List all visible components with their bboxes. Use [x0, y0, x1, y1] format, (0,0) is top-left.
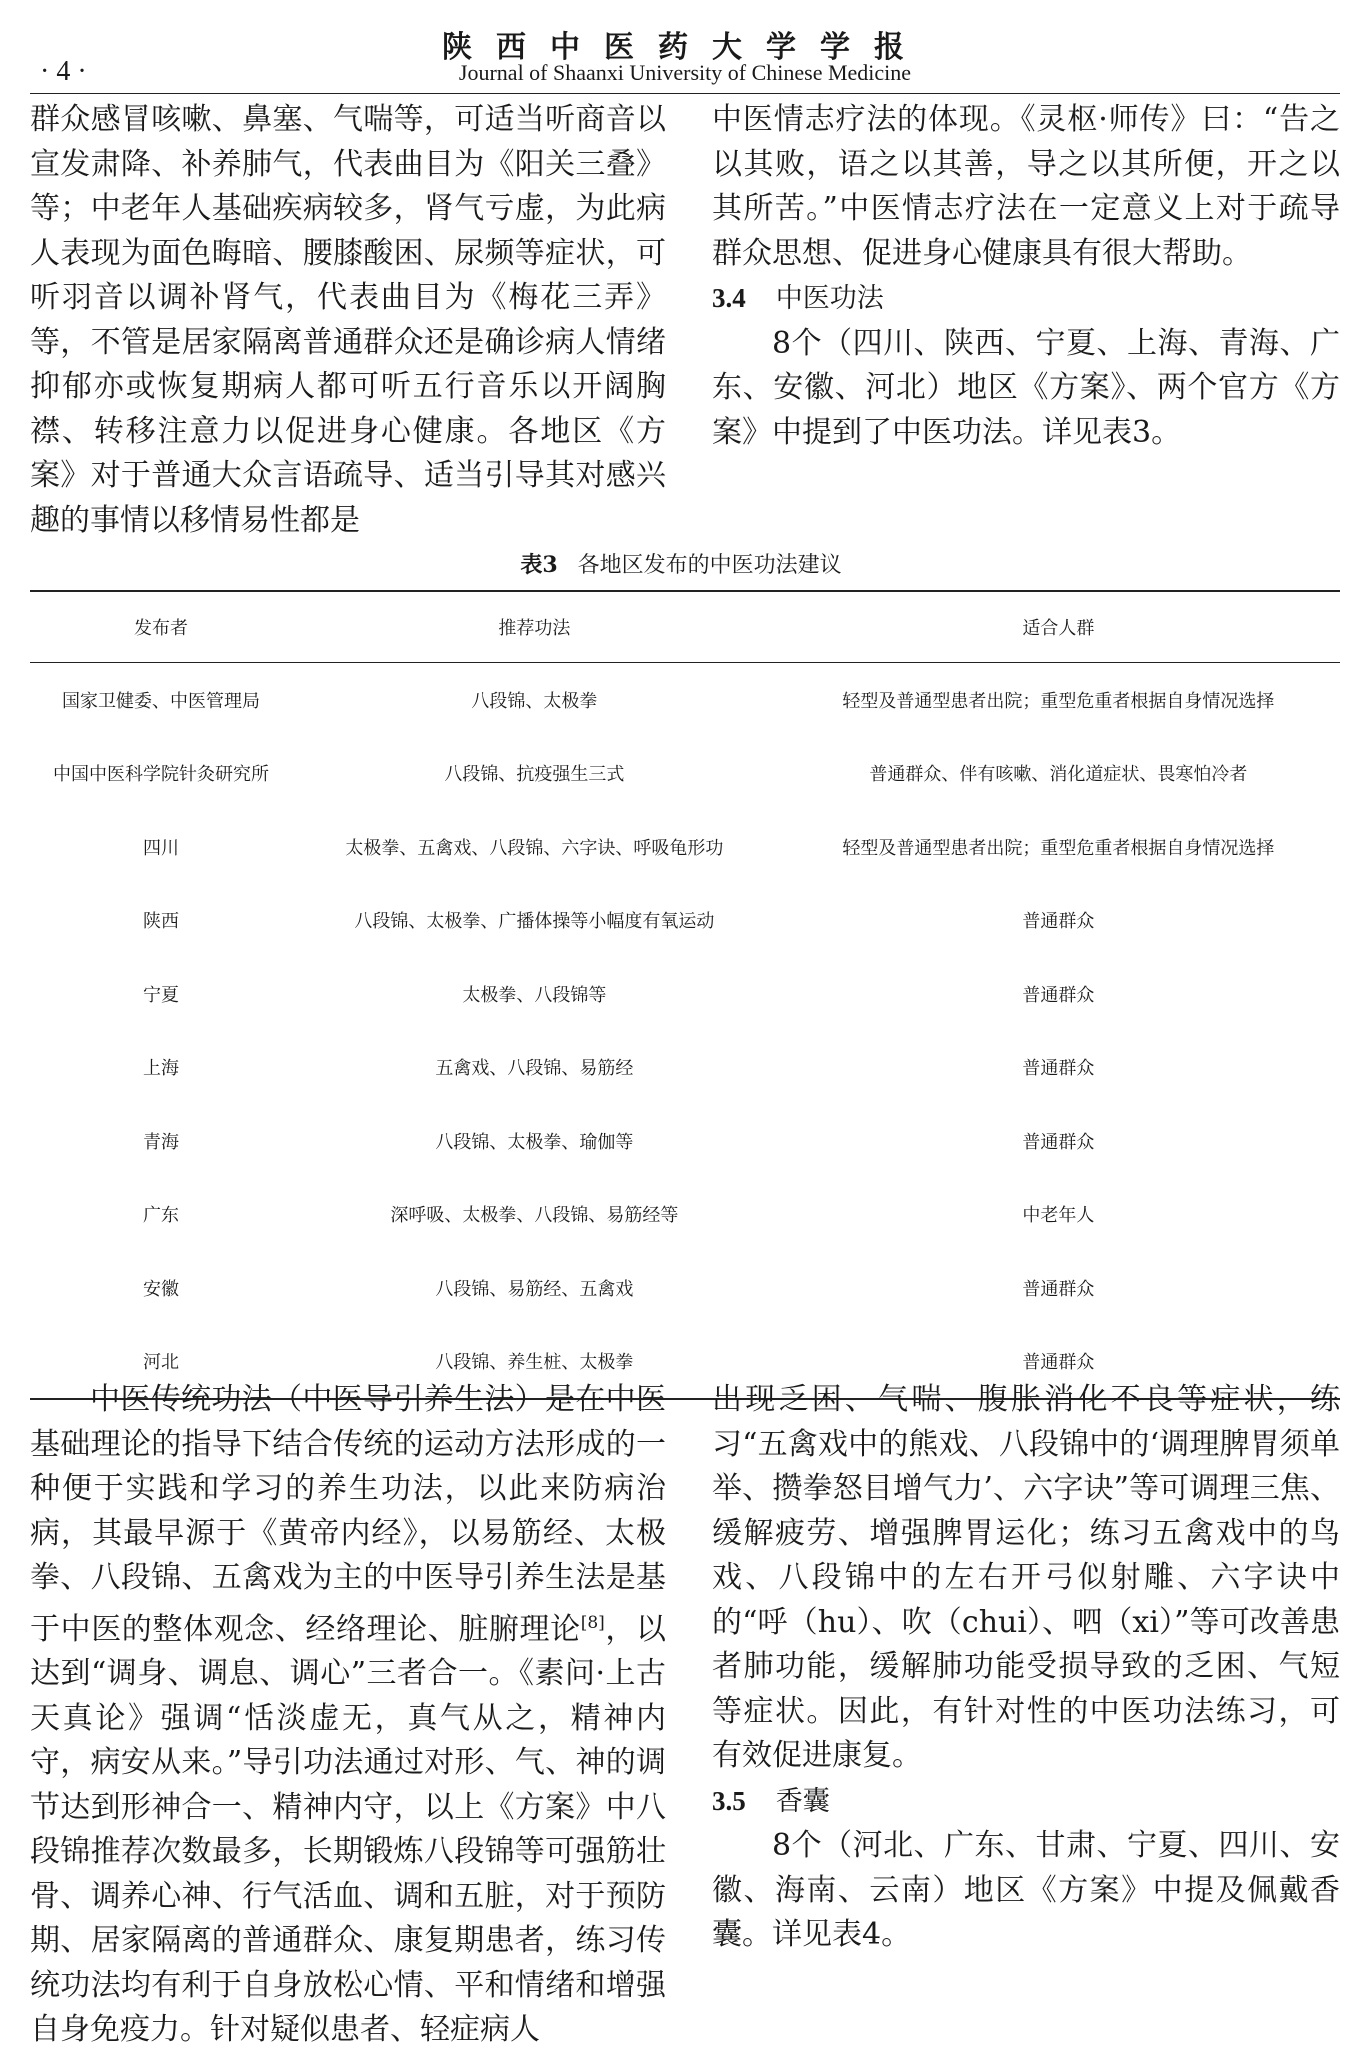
page-number: · 4 · — [40, 56, 87, 87]
table-3 — [30, 590, 1340, 1400]
top-right-column — [712, 98, 1340, 455]
table-cell: 国家卫健委、中医管理局 — [62, 690, 260, 712]
table-cell: 轻型及普通型患者出院；重型危重者根据自身情况选择 — [842, 837, 1275, 859]
paragraph-text: ，以达到“调身、调息、调心”三者合一。《素问·上古天真论》强调“恬淡虚无，真气从之，精神内守，病安从来。”导引功法通过对形、气、神的调节达到形神合一、精神内守，以上《方案》中八段锦推荐次数最多，长期锻炼八段锦等可强筋壮骨、调养心神、行气活血、调和五脏，对于预防期、居家隔离的普通群众、康复期患者，练习传统功法均有利于自身放松心情、平和情绪和增强自身免疫力。针对疑似患者、轻症病人 — [30, 1611, 667, 2047]
table-cell: 河北 — [30, 1325, 292, 1400]
table-cell: 宁夏 — [143, 984, 179, 1006]
journal-title-cn: 陕西中医药大学学报 — [442, 30, 928, 65]
table-row — [30, 1104, 1340, 1178]
table-cell: 四川 — [143, 837, 179, 859]
table-cell: 普通群众 — [1022, 1278, 1095, 1300]
table-row — [30, 884, 1340, 958]
table-cell: 深呼吸、太极拳、八段锦、易筋经等 — [390, 1205, 679, 1227]
table-cell: 广东 — [143, 1205, 179, 1227]
table-cell: 太极拳、五禽戏、八段锦、六字诀、呼吸龟形功 — [345, 837, 724, 859]
table-cell: 八段锦、易筋经、五禽戏 — [435, 1278, 634, 1300]
bottom-right-column — [712, 1378, 1340, 1958]
body-paragraph: 出现乏困、气喘、腹胀消化不良等症状，练习“五禽戏中的熊戏、八段锦中的‘调理脾胃须单举、攒拳怒目增气力’、六字诀”等可调理三焦、缓解疲劳、增强脾胃运化；练习五禽戏中的鸟戏、八段锦中的左右开弓似射雕、六字诀中的“呼（hu）、吹（chui）、呬（xi）”等可改善患者肺功能，缓解肺功能受损导致的乏困、气短等症状。因此，有针对性的中医功法练习，可有效促进康复。 — [712, 1382, 1340, 1773]
body-paragraph: 中医情志疗法的体现。《灵枢·师传》曰：“告之以其败，语之以其善，导之以其所便，开之以其所苦。”中医情志疗法在一定意义上对于疏导群众思想、促进身心健康具有很大帮助。 — [712, 102, 1340, 271]
table-cell: 普通群众 — [1022, 1131, 1095, 1153]
journal-title-en: Journal of Shaanxi University of Chinese Medicine — [458, 60, 912, 85]
table-caption — [0, 548, 1362, 579]
table-header-cell: 推荐功法 — [292, 591, 777, 663]
table-cell: 轻型及普通型患者出院；重型危重者根据自身情况选择 — [842, 690, 1275, 712]
table-cell: 上海 — [143, 1058, 179, 1080]
page-header — [30, 22, 1340, 90]
section-title: 中医功法 — [775, 283, 884, 314]
table-row — [30, 737, 1340, 811]
table-cell: 普通群众 — [1022, 1058, 1095, 1080]
table-cell: 八段锦、养生桩、太极拳 — [292, 1325, 777, 1400]
citation-ref: [8] — [580, 1612, 605, 1633]
table-cell: 中老年人 — [1022, 1205, 1095, 1227]
table-label: 表3 — [520, 552, 558, 578]
table-row — [30, 1031, 1340, 1105]
body-paragraph: 8个（河北、广东、甘肃、宁夏、四川、安徽、海南、云南）地区《方案》中提及佩戴香囊。详见表4。 — [712, 1828, 1340, 1952]
table-row — [30, 1251, 1340, 1325]
table-cell: 八段锦、抗疫强生三式 — [444, 764, 625, 786]
table-cell: 八段锦、太极拳、瑜伽等 — [435, 1131, 634, 1153]
table-row — [30, 1178, 1340, 1252]
table-cell: 安徽 — [143, 1278, 179, 1300]
table-row — [30, 663, 1340, 737]
table-row — [30, 810, 1340, 884]
section-number: 3.5 — [712, 1785, 746, 1816]
table-cell: 五禽戏、八段锦、易筋经 — [435, 1058, 634, 1080]
table-cell: 陕西 — [143, 911, 179, 933]
table-cell: 普通群众 — [777, 1325, 1340, 1400]
table-cell: 普通群众 — [1022, 911, 1095, 933]
section-number: 3.4 — [712, 283, 746, 313]
section-heading-3-5 — [712, 1779, 1340, 1825]
table-cell: 八段锦、太极拳、广播体操等小幅度有氧运动 — [354, 911, 715, 933]
table-cell: 太极拳、八段锦等 — [462, 984, 607, 1006]
paragraph-text: 中医传统功法（中医导引养生法）是在中医基础理论的指导下结合传统的运动方法形成的一种便于实践和学习的养生功法，以此来防病治病，其最早源于《黄帝内经》，以易筋经、太极拳、八段锦、五禽戏为主的中医导引养生法是基于中医的整体观念、经络理论、脏腑理论 — [30, 1382, 666, 1647]
table-title: 各地区发布的中医功法建议 — [577, 553, 842, 578]
body-paragraph — [30, 1378, 666, 2053]
section-heading-3-4 — [712, 276, 1340, 322]
section-title: 香囊 — [775, 1785, 830, 1817]
table-header-cell: 适合人群 — [777, 591, 1340, 663]
table-cell: 普通群众 — [1022, 984, 1095, 1006]
table-cell: 中国中医科学院针灸研究所 — [53, 764, 269, 786]
header-rule — [30, 93, 1340, 94]
table-cell: 八段锦、太极拳 — [471, 690, 598, 712]
body-paragraph: 8个（四川、陕西、宁夏、上海、青海、广东、安徽、河北）地区《方案》、两个官方《方案》中提到了中医功法。详见表3。 — [712, 325, 1340, 450]
table-row — [30, 957, 1340, 1031]
body-paragraph: 群众感冒咳嗽、鼻塞、气喘等，可适当听商音以宣发肃降、补养肺气，代表曲目为《阳关三叠》等；中老年人基础疾病较多，肾气亏虚，为此病人表现为面色晦暗、腰膝酸困、尿频等症状，可听羽音以调补肾气，代表曲目为《梅花三弄》等，不管是居家隔离普通群众还是确诊病人情绪抑郁亦或恢复期病人都可听五行音乐以开阔胸襟、转移注意力以促进身心健康。各地区《方案》对于普通大众言语疏导、适当引导其对感兴趣的事情以移情易性都是 — [30, 102, 666, 538]
bottom-left-column — [30, 1378, 666, 2053]
table-cell: 青海 — [143, 1131, 179, 1153]
top-left-column — [30, 98, 666, 543]
table-header-cell: 发布者 — [30, 591, 292, 663]
table-cell: 普通群众、伴有咳嗽、消化道症状、畏寒怕冷者 — [869, 764, 1248, 786]
